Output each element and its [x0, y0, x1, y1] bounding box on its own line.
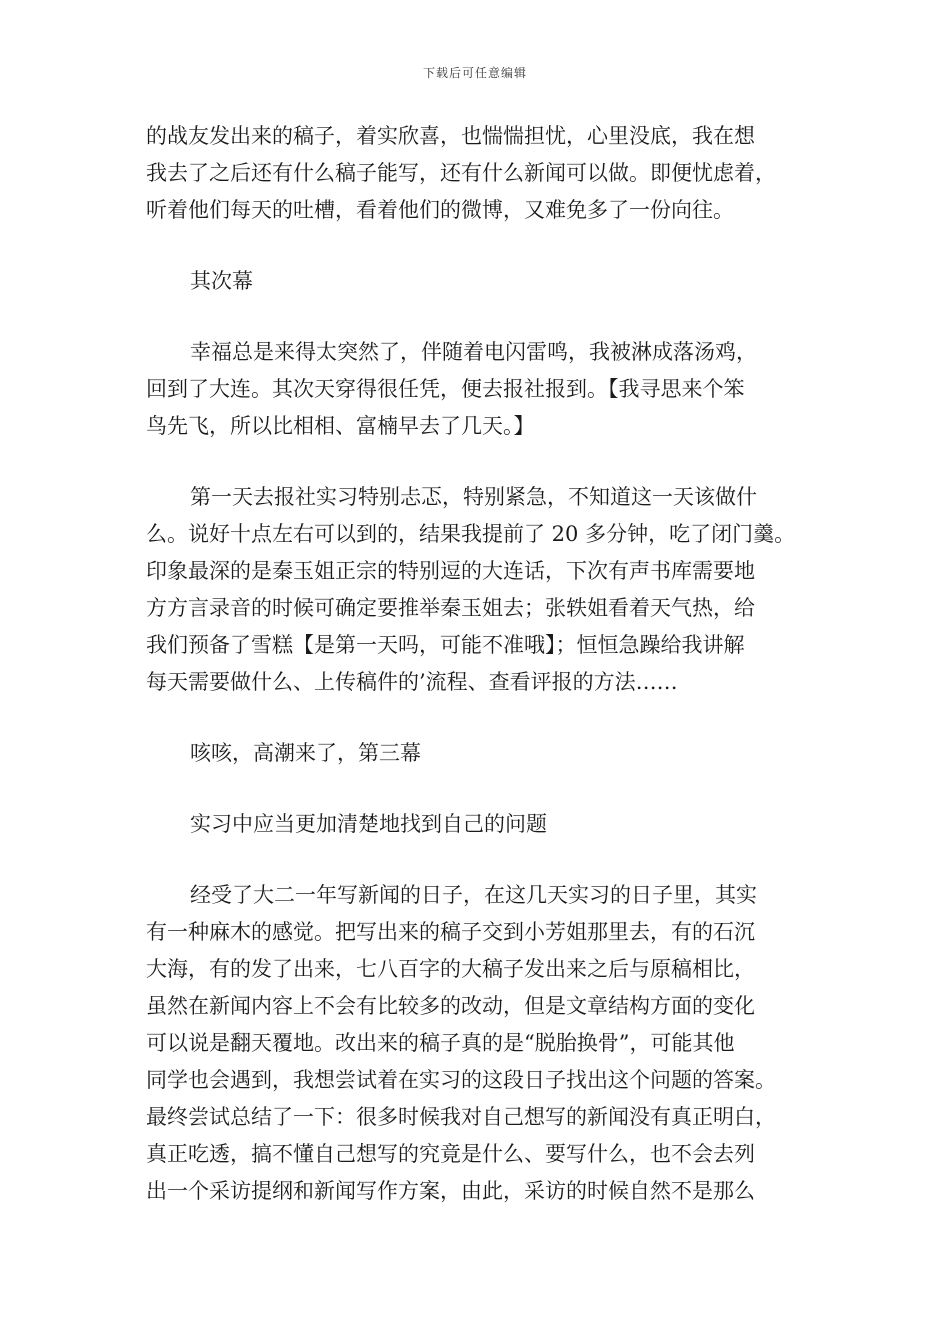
text-line: 我们预备了雪糕【是第一天吗，可能不准哦】；恒恒急躁给我讲解 [146, 633, 745, 657]
text-line: 有一种麻木的感觉。把写出来的稿子交到小芳姐那里去，有的石沉 [146, 920, 755, 944]
text-line: 真正吃透，搞不懂自己想写的究竟是什么、要写什么，也不会去列 [146, 1142, 755, 1166]
text-line: 实习中应当更加清楚地找到自己的问题 [190, 812, 547, 836]
paragraph [146, 735, 826, 772]
text-line: 么。说好十点左右可以到的，结果我提前了 20 多分钟，吃了闭门羹。 [146, 522, 796, 546]
text-line: 第一天去报社实习特别忐忑，特别紧急，不知道这一天该做什 [190, 485, 757, 509]
paragraph [146, 877, 826, 1210]
text-line: 大海，有的发了出来，七八百字的大稿子发出来之后与原稿相比， [146, 957, 755, 981]
paragraph [146, 806, 826, 843]
text-line: 的战友发出来的稿子，着实欣喜，也惴惴担忧，心里没底，我在想 [146, 124, 755, 148]
page-header: 下载后可任意编辑 [422, 66, 527, 80]
text-line: 方方言录音的时候可确定要推举秦玉姐去；张轶姐看着天气热，给 [146, 596, 755, 620]
text-line: 咳咳，高潮来了，第三幕 [190, 741, 421, 765]
text-line: 其次幕 [190, 269, 253, 293]
text-line: 鸟先飞，所以比相相、富楠早去了几天。】 [146, 414, 535, 438]
text-line: 经受了大二一年写新闻的日子，在这几天实习的日子里，其实 [190, 883, 757, 907]
paragraph [146, 118, 826, 229]
text-line: 幸福总是来得太突然了，伴随着电闪雷鸣，我被淋成落汤鸡， [190, 340, 757, 364]
text-line: 每天需要做什么、上传稿件的’流程、查看评报的方法…… [146, 670, 678, 694]
text-line: 我去了之后还有什么稿子能写，还有什么新闻可以做。即便忧虑着， [146, 161, 776, 185]
paragraph [146, 479, 826, 701]
paragraph [146, 334, 826, 445]
text-line: 回到了大连。其次天穿得很任凭，便去报社报到。【我寻思来个笨 [146, 377, 745, 401]
text-line: 最终尝试总结了一下：很多时候我对自己想写的新闻没有真正明白， [146, 1105, 776, 1129]
text-line: 虽然在新闻内容上不会有比较多的改动，但是文章结构方面的变化 [146, 994, 755, 1018]
paragraph [146, 263, 826, 300]
text-line: 听着他们每天的吐槽，看着他们的微博，又难免多了一份向往。 [146, 198, 734, 222]
text-line: 同学也会遇到，我想尝试着在实习的这段日子找出这个问题的答案。 [146, 1068, 776, 1092]
document-body [146, 118, 826, 1244]
text-line: 可以说是翻天覆地。改出来的稿子真的是“脱胎换骨”，可能其他 [146, 1031, 735, 1055]
text-line: 印象最深的是秦玉姐正宗的特别逗的大连话，下次有声书库需要地 [146, 559, 755, 583]
text-line: 出一个采访提纲和新闻写作方案，由此，采访的时候自然不是那么 [146, 1179, 755, 1203]
